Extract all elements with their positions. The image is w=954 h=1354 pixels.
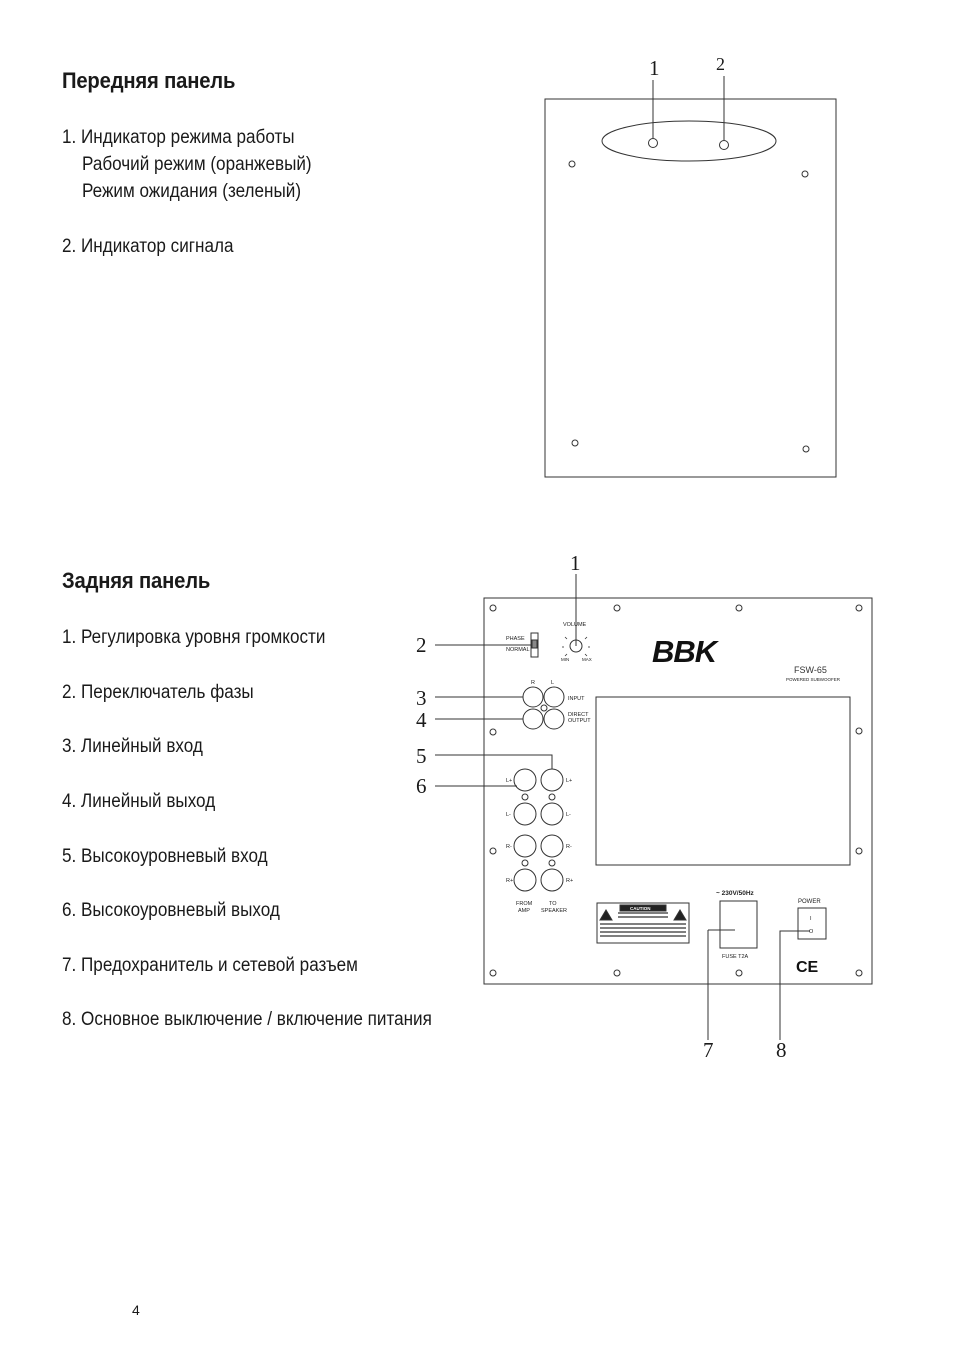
- rear-callout-4: 4: [416, 708, 427, 732]
- rear-item-5: 5. Высокоуровневый вход: [62, 846, 268, 867]
- left-r-minus-label: R-: [506, 844, 512, 850]
- rear-panel-heading: Задняя панель: [62, 568, 211, 593]
- speaker-to-speaker-r-plus[interactable]: [541, 869, 563, 891]
- jack-r-label: R: [531, 680, 535, 686]
- right-l-minus-label: L-: [566, 812, 571, 818]
- rear-item-8: 8. Основное выключение / включение питания: [62, 1009, 432, 1030]
- screw-hole: [572, 440, 578, 446]
- screw-hole: [803, 446, 809, 452]
- left-l-plus-label: L+: [506, 778, 513, 784]
- line-output-l-jack[interactable]: [544, 709, 564, 729]
- speaker-label: SPEAKER: [541, 908, 567, 914]
- speaker-from-amp-r-plus[interactable]: [514, 869, 536, 891]
- speaker-to-speaker-l-minus[interactable]: [541, 803, 563, 825]
- rear-item-7: 7. Предохранитель и сетевой разъем: [62, 955, 358, 976]
- speaker-to-speaker-r-minus[interactable]: [541, 835, 563, 857]
- rear-callout-2: 2: [416, 633, 427, 657]
- switch-on-label: I: [810, 916, 812, 922]
- phase-label: PHASE: [506, 636, 525, 642]
- front-panel-heading: Передняя панель: [62, 68, 236, 93]
- amp-label: AMP: [518, 908, 530, 914]
- front-panel-outline: [545, 99, 836, 477]
- rear-item-1: 1. Регулировка уровня громкости: [62, 627, 326, 648]
- rear-item-3: 3. Линейный вход: [62, 736, 203, 757]
- rear-callout-7: 7: [703, 1038, 714, 1062]
- power-label: POWER: [798, 899, 821, 905]
- rear-callout-5: 5: [416, 744, 427, 768]
- model-sub-label: POWERED SUBWOOFER: [786, 677, 841, 682]
- screw-hole: [802, 171, 808, 177]
- left-l-minus-label: L-: [506, 812, 511, 818]
- front-item-1-standby: Режим ожидания (зеленый): [82, 181, 302, 202]
- rear-item-2: 2. Переключатель фазы: [62, 682, 254, 703]
- line-input-r-jack[interactable]: [523, 687, 543, 707]
- signal-indicator-led: [720, 141, 729, 150]
- direct-label: DIRECT: [568, 712, 589, 718]
- indicator-window: [602, 121, 776, 161]
- page-number: 4: [132, 1302, 140, 1318]
- switch-off-label: O: [809, 929, 814, 935]
- fuse-label: FUSE T2A: [722, 954, 749, 960]
- voltage-label: ~ 230V/50Hz: [716, 890, 754, 897]
- to-label: TO: [549, 901, 557, 907]
- jack-l-label: L: [551, 680, 555, 686]
- speaker-from-amp-l-minus[interactable]: [514, 803, 536, 825]
- speaker-from-amp-r-minus[interactable]: [514, 835, 536, 857]
- volume-label: VOLUME: [563, 622, 587, 628]
- screw-hole: [569, 161, 575, 167]
- line-output-r-jack[interactable]: [523, 709, 543, 729]
- rear-callout-6: 6: [416, 774, 427, 798]
- model-label: FSW-65: [794, 665, 827, 675]
- volume-min-label: MIN: [561, 657, 570, 662]
- volume-max-label: MAX: [582, 657, 592, 662]
- fuse-power-socket[interactable]: [720, 901, 757, 948]
- front-item-1-working: Рабочий режим (оранжевый): [82, 154, 312, 175]
- left-r-plus-label: R+: [506, 878, 514, 884]
- rear-item-6: 6. Высокоуровневый выход: [62, 900, 280, 921]
- front-callout-2: 2: [716, 54, 725, 74]
- output-label: OUTPUT: [568, 718, 591, 724]
- rear-callout-8: 8: [776, 1038, 787, 1062]
- rear-item-4: 4. Линейный выход: [62, 791, 216, 812]
- rear-callout-3: 3: [416, 686, 427, 710]
- caution-text: CAUTION: [630, 906, 651, 911]
- rear-callout-1: 1: [570, 551, 581, 575]
- input-label: INPUT: [568, 696, 585, 702]
- mode-indicator-led: [649, 139, 658, 148]
- right-r-minus-label: R-: [566, 844, 572, 850]
- front-item-1: 1. Индикатор режима работы: [62, 127, 295, 148]
- line-input-l-jack[interactable]: [544, 687, 564, 707]
- heatsink-plate: [596, 697, 850, 865]
- speaker-from-amp-l-plus[interactable]: [514, 769, 536, 791]
- bbk-logo: BBK: [652, 634, 717, 669]
- normal-label: NORMAL: [506, 647, 530, 653]
- from-label: FROM: [516, 901, 533, 907]
- front-callout-1: 1: [649, 56, 660, 80]
- right-r-plus-label: R+: [566, 878, 574, 884]
- front-item-2: 2. Индикатор сигнала: [62, 236, 234, 257]
- right-l-plus-label: L+: [566, 778, 573, 784]
- front-panel-diagram: [545, 76, 836, 477]
- ce-mark: CE: [796, 959, 819, 976]
- speaker-to-speaker-l-plus[interactable]: [541, 769, 563, 791]
